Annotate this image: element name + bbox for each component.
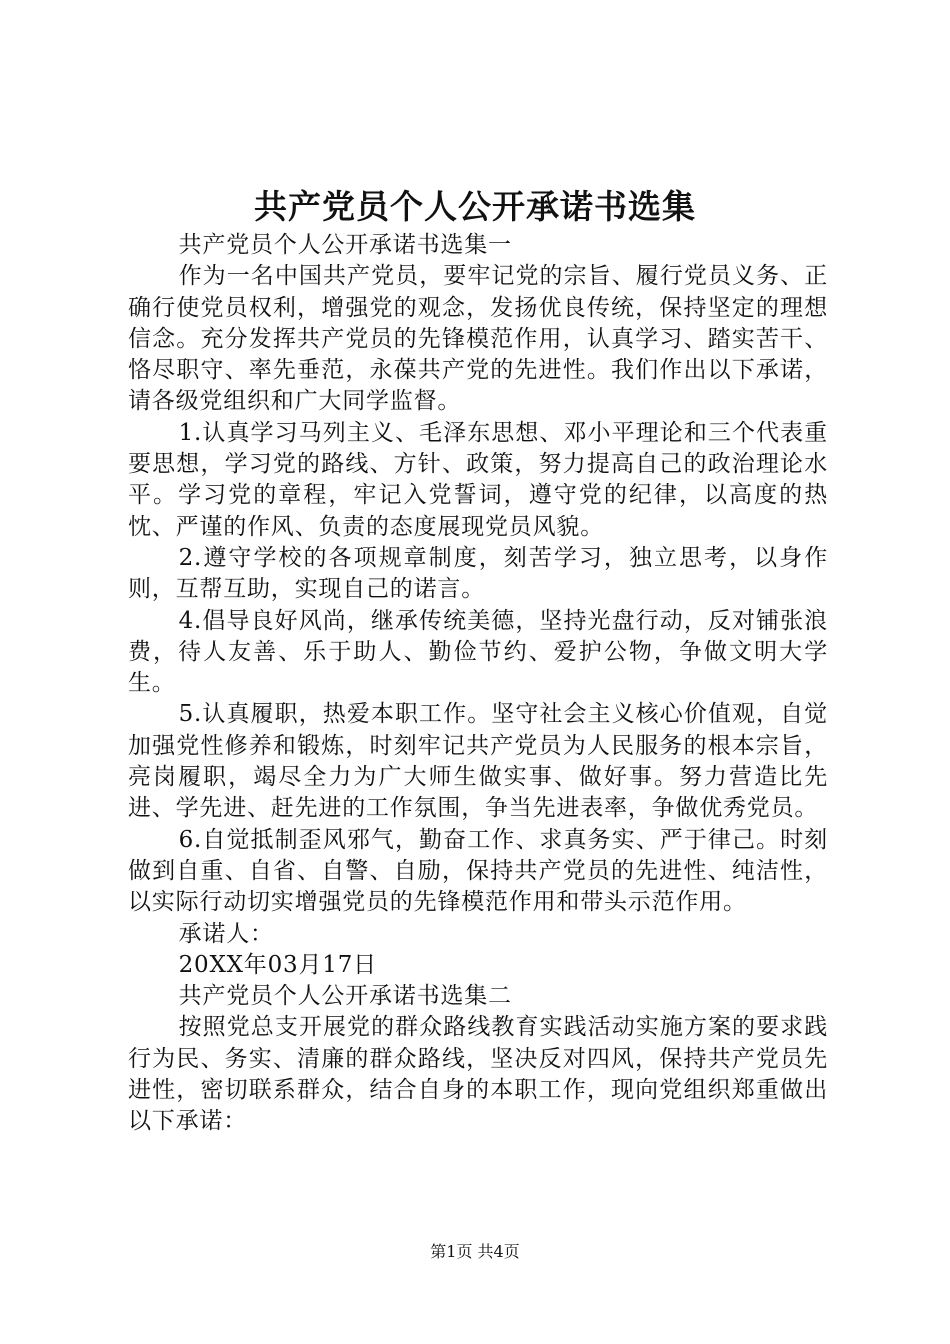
date-line: 20XX年03月17日 — [178, 951, 377, 978]
paragraph-item-6: 6.自觉抵制歪风邪气，勤奋工作、求真务实、严于律己。时刻做到自重、自省、自警、自励，保持共产党员的先进性、纯洁性，以实际行动切实增强党员的先锋模范作用和带头示范作用。 — [128, 826, 828, 916]
paragraph-item-5: 5.认真履职，热爱本职工作。坚守社会主义核心价值观，自觉加强党性修养和锻炼，时刻牢记共产党员为人民服务的根本宗旨，亮岗履职，竭尽全力为广大师生做实事、做好事。努力营造比先进、学先进、赶先进的工作氛围，争当先进表率，争做优秀党员。 — [128, 701, 828, 822]
paragraph-section-heading-2: 共产党员个人公开承诺书选集二 — [178, 983, 512, 1010]
signature-line: 承诺人： — [178, 920, 274, 947]
paragraph-section-2-intro: 按照党总支开展党的群众路线教育实践活动实施方案的要求践行为民、务实、清廉的群众路线，坚决反对四风，保持共产党员先进性，密切联系群众，结合自身的本职工作，现向党组织郑重做出以下承诺： — [128, 1014, 828, 1135]
document-title: 共产党员个人公开承诺书选集 — [254, 187, 696, 226]
paragraph-item-1: 1.认真学习马列主义、毛泽东思想、邓小平理论和三个代表重要思想，学习党的路线、方针、政策，努力提高自己的政治理论水平。学习党的章程，牢记入党誓词，遵守党的纪律，以高度的热忱、严谨的作风、负责的态度展现党员风貌。 — [128, 419, 828, 540]
paragraph-section-heading-1: 共产党员个人公开承诺书选集一 — [178, 232, 512, 258]
paragraph-item-2: 2.遵守学校的各项规章制度，刻苦学习，独立思考，以身作则，互帮互助，实现自己的诺言。 — [128, 544, 828, 603]
page-footer: 第1页 共4页 — [430, 1242, 520, 1261]
document-body — [128, 230, 828, 1138]
paragraph-intro: 作为一名中国共产党员，要牢记党的宗旨、履行党员义务、正确行使党员权利，增强党的观念，发扬优良传统，保持坚定的理想信念。充分发挥共产党员的先锋模范作用，认真学习、踏实苦干、恪尽职守、率先垂范，永葆共产党的先进性。我们作出以下承诺，请各级党组织和广大同学监督。 — [128, 263, 828, 415]
paragraph-item-4: 4.倡导良好风尚，继承传统美德，坚持光盘行动，反对铺张浪费，待人友善、乐于助人、勤俭节约、爱护公物，争做文明大学生。 — [128, 607, 828, 697]
